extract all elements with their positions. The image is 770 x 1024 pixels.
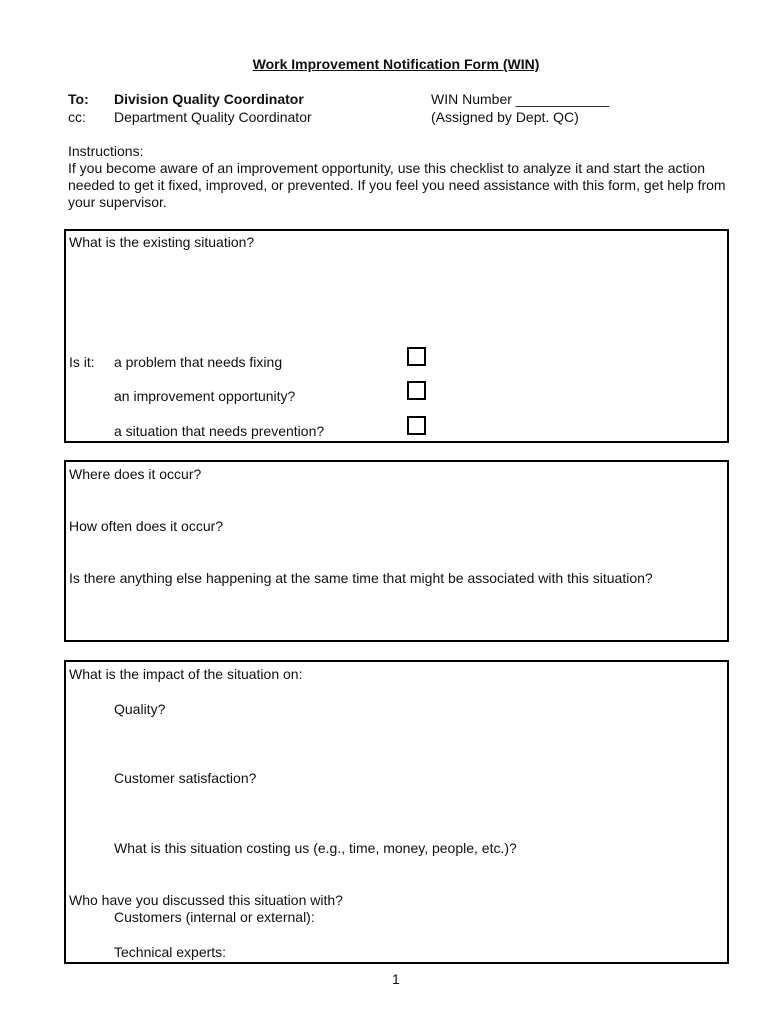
instructions-text: If you become aware of an improvement opportunity, use this checklist to analyze it and start the action needed to get it fixed, improved, or prevented. If you feel you need assistance with this form, get help from your supervisor.	[68, 160, 726, 210]
how-often-question: How often does it occur?	[69, 518, 224, 534]
prevention-checkbox[interactable]	[407, 416, 426, 435]
occurrence-box	[64, 460, 729, 642]
quality-question: Quality?	[114, 701, 166, 717]
cc-label: cc:	[68, 109, 86, 125]
problem-checkbox[interactable]	[407, 347, 426, 366]
improvement-checkbox[interactable]	[407, 381, 426, 400]
win-number-note: (Assigned by Dept. QC)	[431, 109, 579, 125]
discussed-question: Who have you discussed this situation with?	[69, 892, 343, 908]
impact-box	[64, 660, 729, 964]
associated-question: Is there anything else happening at the same time that might be associated with this situation?	[69, 570, 653, 586]
is-it-label: Is it:	[69, 354, 95, 370]
to-recipient: Division Quality Coordinator	[114, 91, 304, 107]
page-number: 1	[392, 971, 400, 987]
customer-satisfaction-question: Customer satisfaction?	[114, 770, 257, 786]
where-question: Where does it occur?	[69, 466, 202, 482]
cc-recipient: Department Quality Coordinator	[114, 109, 312, 125]
customers-label: Customers (internal or external):	[114, 909, 315, 925]
option-problem-label: a problem that needs fixing	[114, 354, 283, 370]
cost-question: What is this situation costing us (e.g., time, money, people, etc.)?	[114, 840, 517, 856]
form-title: Work Improvement Notification Form (WIN)	[252, 56, 540, 72]
instructions-label: Instructions:	[68, 143, 144, 159]
to-label: To:	[68, 91, 89, 107]
technical-experts-label: Technical experts:	[114, 944, 227, 960]
option-prevention-label: a situation that needs prevention?	[114, 423, 325, 439]
existing-situation-box	[64, 229, 729, 443]
impact-heading: What is the impact of the situation on:	[69, 666, 303, 682]
existing-situation-question: What is the existing situation?	[69, 234, 255, 250]
option-improvement-label: an improvement opportunity?	[114, 388, 296, 404]
win-number-field[interactable]: WIN Number ____________	[431, 91, 610, 107]
